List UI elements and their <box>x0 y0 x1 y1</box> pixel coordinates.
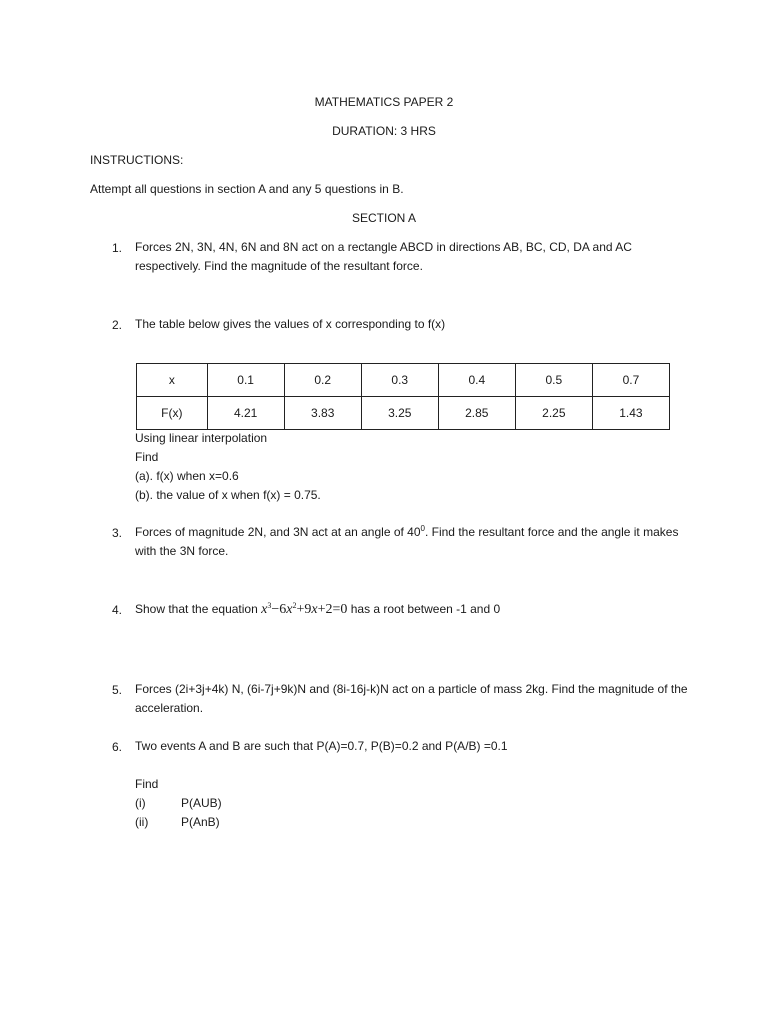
question-2-text: The table below gives the values of x corresponding to f(x) <box>135 317 446 331</box>
table-cell: 0.4 <box>438 364 515 397</box>
table-cell: 2.25 <box>515 397 592 430</box>
table-cell: 4.21 <box>207 397 284 430</box>
values-table <box>136 363 670 430</box>
degree-superscript: 0 <box>420 524 425 533</box>
table-row <box>137 364 670 397</box>
part-b: (b). the value of x when f(x) = 0.75. <box>135 488 321 502</box>
question-3-text-after: . Find the resultant force and the angle it makes with the 3N force. <box>135 525 679 558</box>
question-1-number: 1. <box>112 241 123 255</box>
question-2-number: 2. <box>112 318 123 332</box>
paper-duration: DURATION: 3 HRS <box>332 124 436 138</box>
question-3-number: 3. <box>112 526 123 540</box>
part-value: P(AUB) <box>181 796 222 810</box>
table-cell: 2.85 <box>438 397 515 430</box>
interpolation-note: Using linear interpolation <box>135 431 268 445</box>
table-cell: 0.1 <box>207 364 284 397</box>
table-cell: 0.7 <box>592 364 669 397</box>
eq-power: 2 <box>292 601 297 610</box>
equation <box>261 602 347 617</box>
part-label: (ii) <box>135 815 149 829</box>
question-6-number: 6. <box>112 740 123 754</box>
eq-variable: x <box>311 602 318 617</box>
question-4-number: 4. <box>112 603 123 617</box>
table-cell: 0.3 <box>361 364 438 397</box>
table-cell: 3.25 <box>361 397 438 430</box>
table-cell: 0.2 <box>284 364 361 397</box>
question-4-text <box>135 601 500 618</box>
eq-power: 3 <box>267 601 272 610</box>
question-3-text-before: Forces of magnitude 2N, and 3N act at an angle of 40 <box>135 525 421 539</box>
question-1-text: Forces 2N, 3N, 4N, 6N and 8N act on a rectangle ABCD in directions AB, BC, CD, DA and AC respectively. Find the magnitude of the resultant force. <box>135 240 632 273</box>
table-cell: x <box>137 364 208 397</box>
instructions-text: Attempt all questions in section A and any 5 questions in B. <box>90 182 404 196</box>
part-label: (i) <box>135 796 146 810</box>
question-6-text: Two events A and B are such that P(A)=0.7, P(B)=0.2 and P(A/B) =0.1 <box>135 739 508 753</box>
eq-variable: x <box>261 602 268 617</box>
eq-term: +2=0 <box>317 602 348 617</box>
eq-term: +9 <box>296 602 312 617</box>
eq-variable: x <box>286 602 293 617</box>
table-cell: 0.5 <box>515 364 592 397</box>
table-cell: 1.43 <box>592 397 669 430</box>
eq-term: −6 <box>271 602 287 617</box>
question-5-number: 5. <box>112 683 123 697</box>
question-6-find: Find <box>135 777 159 791</box>
question-5-text: Forces (2i+3j+4k) N, (6i-7j+9k)N and (8i-16j-k)N act on a particle of mass 2kg. Find the magnitude of the acceleration. <box>135 682 688 715</box>
table-row <box>137 397 670 430</box>
part-a: (a). f(x) when x=0.6 <box>135 469 239 483</box>
table-cell: F(x) <box>137 397 208 430</box>
find-label: Find <box>135 450 159 464</box>
section-heading: SECTION A <box>351 211 416 225</box>
table-cell: 3.83 <box>284 397 361 430</box>
part-value: P(AnB) <box>181 815 220 829</box>
paper-title: MATHEMATICS PAPER 2 <box>314 95 454 109</box>
question-4-text-before: Show that the equation <box>135 602 258 616</box>
question-3-text <box>135 523 695 561</box>
instructions-label: INSTRUCTIONS: <box>90 153 184 167</box>
question-4-text-after: has a root between -1 and 0 <box>350 602 501 616</box>
